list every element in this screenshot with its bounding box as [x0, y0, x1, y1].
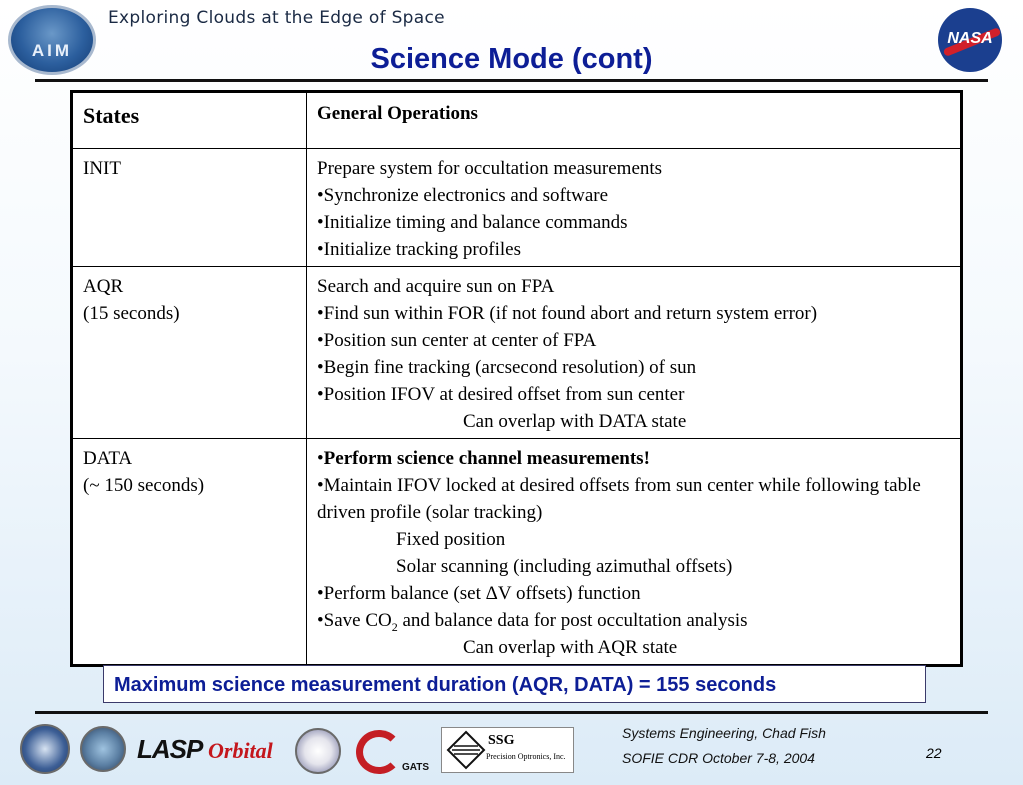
- science-mode-table: [70, 90, 963, 667]
- ops-line: •Initialize tracking profiles: [317, 239, 521, 260]
- state-name: DATA: [83, 448, 133, 469]
- ops-line: •Initialize timing and balance commands: [317, 212, 628, 233]
- ops-line: •Perform balance (set ΔV offsets) function: [317, 583, 641, 604]
- ops-line-emphasis: [317, 445, 952, 472]
- state-name: AQR: [83, 276, 124, 297]
- ops-cell: [307, 267, 962, 439]
- bullet: •: [317, 448, 324, 469]
- ops-note: Can overlap with DATA state: [463, 411, 687, 432]
- ops-line: Search and acquire sun on FPA: [317, 276, 555, 297]
- footer-event: SOFIE CDR October 7-8, 2004: [622, 750, 815, 766]
- top-divider: [35, 79, 988, 82]
- page-number: 22: [926, 745, 942, 761]
- co2-prefix: •Save CO: [317, 610, 392, 631]
- ops-subitem: Solar scanning (including azimuthal offsets): [396, 556, 733, 577]
- ops-line: •Begin fine tracking (arcsecond resolution) of sun: [317, 357, 697, 378]
- state-cell: [72, 149, 307, 267]
- co2-subscript: 2: [391, 619, 398, 634]
- header-tagline: Exploring Clouds at the Edge of Space: [108, 8, 445, 28]
- partner-compass-logo: [295, 728, 341, 774]
- ops-cell: [307, 149, 962, 267]
- ssg-logo: [441, 727, 574, 773]
- bottom-divider: [35, 711, 988, 714]
- co2-suffix: and balance data for post occultation analysis: [397, 610, 748, 631]
- header-states: States: [83, 103, 140, 128]
- lasp-logo: LASP: [137, 734, 203, 764]
- table-row-aqr: [72, 267, 962, 439]
- table-row-init: [72, 149, 962, 267]
- ssg-diamond-icon: [446, 730, 486, 770]
- header-states-cell: [72, 92, 307, 149]
- ops-line: •Maintain IFOV locked at desired offsets from sun center while following table driven profile (solar tracking): [317, 475, 921, 523]
- ssg-logo-subtext: Precision Optronics, Inc.: [486, 752, 566, 761]
- orbital-logo: Orbital: [208, 738, 273, 763]
- table-row-data: [72, 439, 962, 666]
- ops-line-co2: [317, 607, 952, 634]
- ops-line: •Find sun within FOR (if not found abort and return system error): [317, 303, 818, 324]
- aim-logo-text: AIM: [31, 41, 73, 60]
- gats-logo: [356, 730, 402, 774]
- state-cell: [72, 439, 307, 666]
- ops-line: •Synchronize electronics and software: [317, 185, 609, 206]
- slide-title: Science Mode (cont): [370, 43, 653, 75]
- gats-logo-text: GATS: [402, 762, 430, 773]
- state-name: INIT: [83, 158, 121, 179]
- ssg-logo-text: SSG: [488, 733, 515, 748]
- table-header-row: [72, 92, 962, 149]
- ops-line: •Position sun center at center of FPA: [317, 330, 597, 351]
- partner-seal-logo: [20, 724, 70, 774]
- ops-cell: [307, 439, 962, 666]
- header-ops-cell: [307, 92, 962, 149]
- summary-box: Maximum science measurement duration (AQR, DATA) = 155 seconds: [103, 665, 926, 703]
- state-cell: [72, 267, 307, 439]
- state-duration: (~ 150 seconds): [83, 475, 205, 496]
- header-general-operations: General Operations: [317, 103, 478, 124]
- footer-author: Systems Engineering, Chad Fish: [622, 725, 826, 741]
- state-duration: (15 seconds): [83, 303, 180, 324]
- ops-line: Prepare system for occultation measurements: [317, 158, 663, 179]
- ops-line: •Position IFOV at desired offset from sun center: [317, 384, 685, 405]
- partner-emblem-logo: [80, 726, 126, 772]
- ops-subitem: Fixed position: [396, 529, 506, 550]
- ops-note: Can overlap with AQR state: [463, 637, 678, 658]
- emphasis-text: Perform science channel measurements!: [323, 448, 650, 469]
- nasa-logo-text: NASA: [947, 30, 993, 47]
